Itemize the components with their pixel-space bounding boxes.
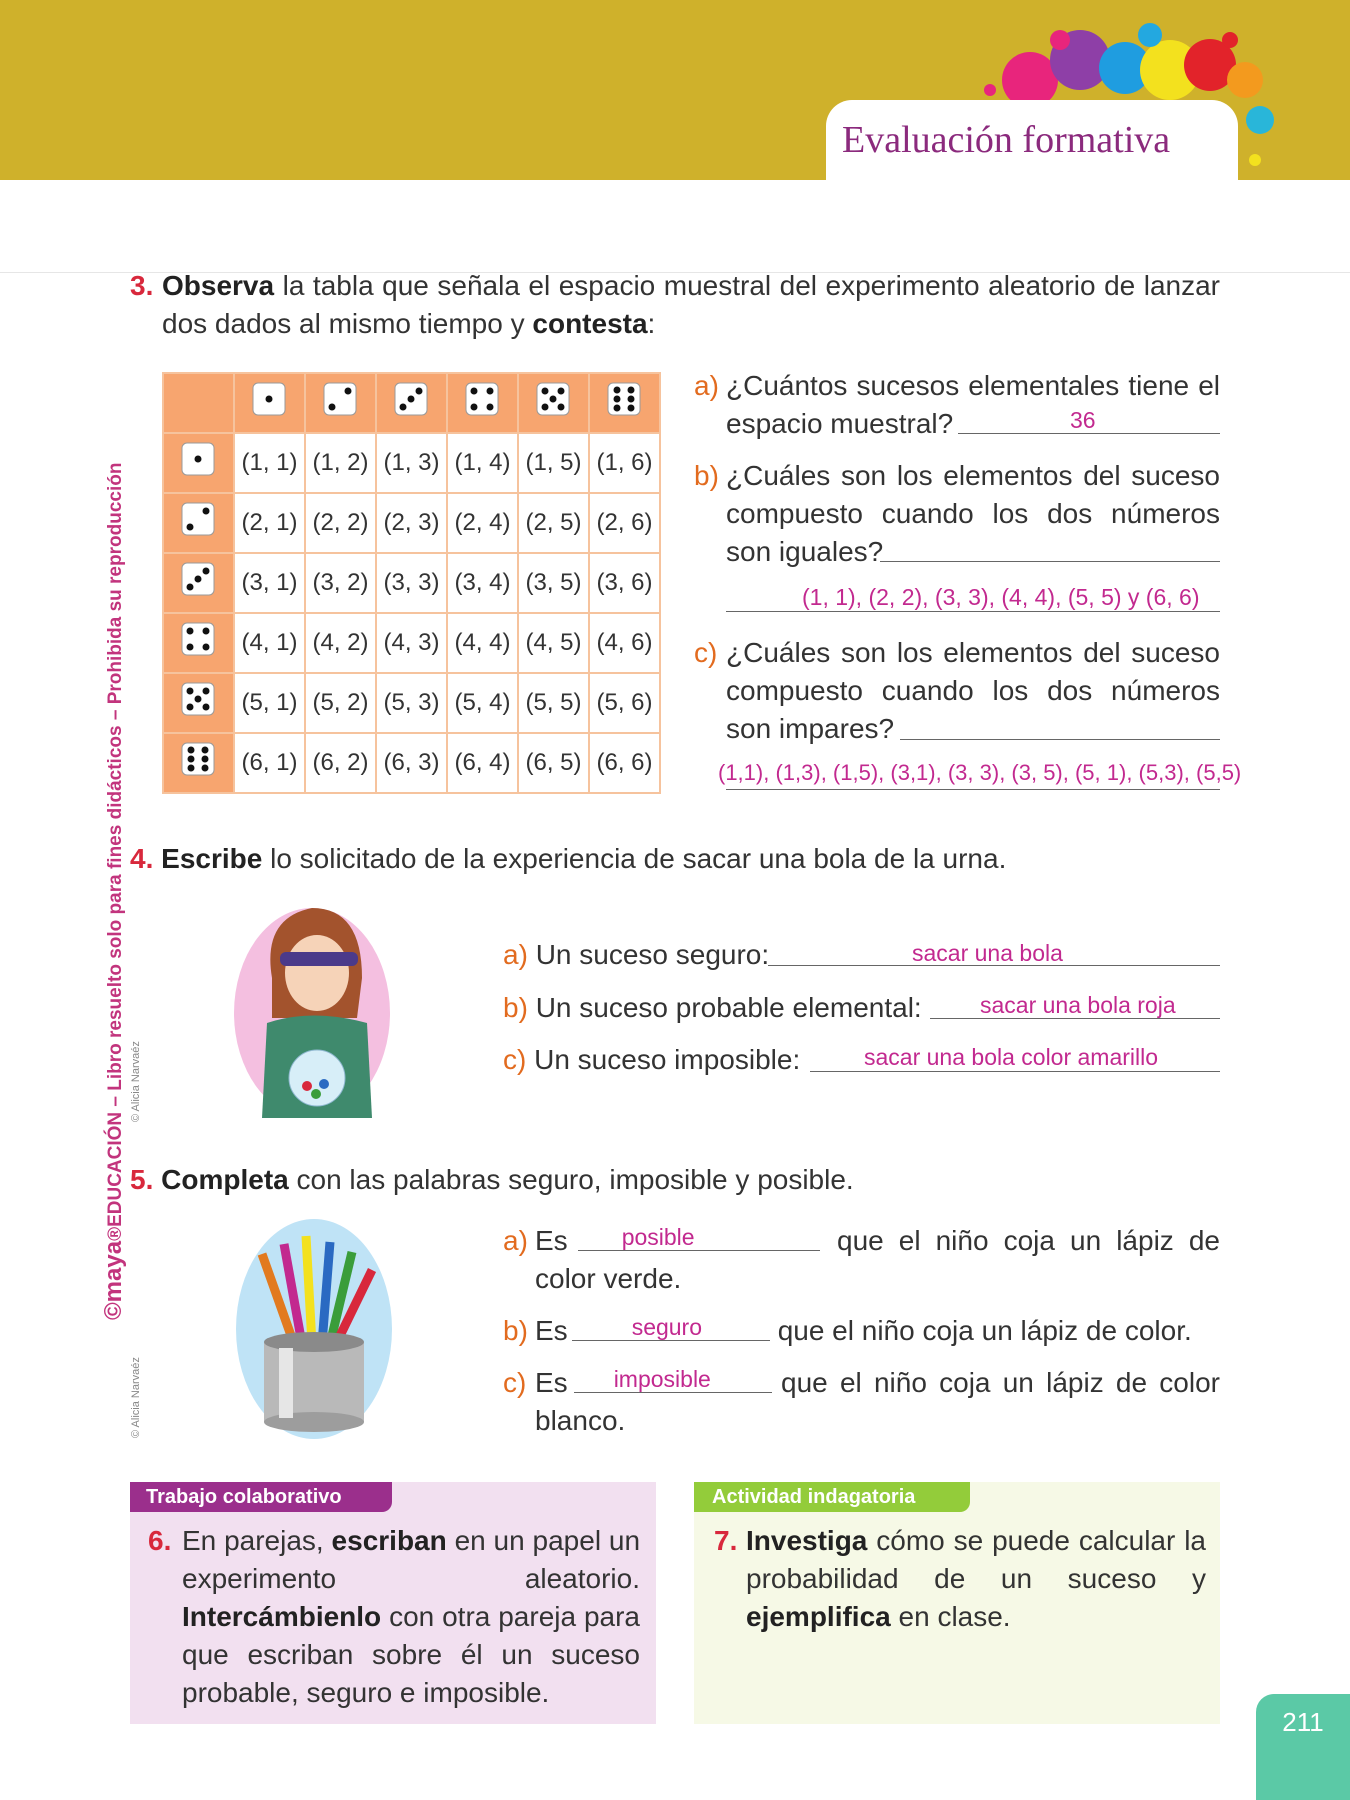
answer-3b: (1, 1), (2, 2), (3, 3), (4, 4), (5, 5) y (6, 6) bbox=[802, 584, 1200, 610]
illustration-credit: © Alicia Narvaéz bbox=[130, 1041, 142, 1122]
question-4-prompt bbox=[130, 840, 1220, 878]
die-face-1 bbox=[163, 433, 234, 493]
die-face-4 bbox=[163, 613, 234, 673]
pencil-cup-illustration bbox=[234, 1214, 400, 1444]
instruction-verb: Observa bbox=[162, 270, 275, 301]
answer-4b: sacar una bola roja bbox=[980, 992, 1176, 1018]
table-cell: (6, 1) bbox=[234, 733, 305, 793]
die-face-6 bbox=[589, 373, 660, 433]
die-face-4 bbox=[447, 373, 518, 433]
question-text: En parejas, bbox=[182, 1525, 324, 1556]
die-face-1 bbox=[234, 373, 305, 433]
table-cell: (5, 3) bbox=[376, 673, 447, 733]
answer-3c: (1,1), (1,3), (1,5), (3,1), (3, 3), (3, 5), (5, 1), (5,3), (5,5) bbox=[718, 760, 1242, 785]
die-face-5 bbox=[163, 673, 234, 733]
table-cell: (5, 5) bbox=[518, 673, 589, 733]
item-letter: c) bbox=[503, 1367, 527, 1398]
table-cell: (4, 4) bbox=[447, 613, 518, 673]
table-cell: (3, 6) bbox=[589, 553, 660, 613]
instruction-text: la tabla que señala el espacio muestral del experimento aleatorio de lanzar dos dados al mismo tiempo y bbox=[162, 270, 1220, 339]
question-number: 7. bbox=[714, 1525, 738, 1556]
die-face-3 bbox=[376, 373, 447, 433]
table-cell: (6, 5) bbox=[518, 733, 589, 793]
table-cell: (1, 5) bbox=[518, 433, 589, 493]
question-3a bbox=[694, 367, 1220, 443]
blindfolded-girl-illustration bbox=[232, 888, 402, 1124]
table-cell: (3, 5) bbox=[518, 553, 589, 613]
answer-4c: sacar una bola color amarillo bbox=[864, 1044, 1159, 1070]
question-text: Un suceso seguro: bbox=[535, 939, 770, 970]
instruction-verb: ejemplifica bbox=[746, 1601, 891, 1632]
item-letter: b) bbox=[503, 992, 528, 1023]
answer-4a: sacar una bola bbox=[912, 940, 1063, 966]
table-cell: (4, 2) bbox=[305, 613, 376, 673]
table-cell: (1, 2) bbox=[305, 433, 376, 493]
copyright-side-text bbox=[100, 463, 128, 1320]
question-text: en clase. bbox=[898, 1601, 1011, 1632]
table-cell: (6, 4) bbox=[447, 733, 518, 793]
instruction-verb: Investiga bbox=[746, 1525, 868, 1556]
item-letter: c) bbox=[694, 637, 718, 668]
answer-5c: imposible bbox=[613, 1366, 711, 1392]
question-number: 4. bbox=[130, 843, 154, 874]
sample-space-table bbox=[162, 372, 661, 794]
item-letter: c) bbox=[503, 1044, 527, 1075]
table-cell: (4, 5) bbox=[518, 613, 589, 673]
question-3b bbox=[694, 457, 1220, 571]
question-text: Es bbox=[535, 1367, 568, 1398]
table-cell: (6, 3) bbox=[376, 733, 447, 793]
item-letter: a) bbox=[503, 1225, 528, 1256]
question-text: Es bbox=[535, 1315, 568, 1346]
table-cell: (4, 6) bbox=[589, 613, 660, 673]
table-cell: (1, 4) bbox=[447, 433, 518, 493]
table-cell: (4, 1) bbox=[234, 613, 305, 673]
answer-5a: posible bbox=[621, 1224, 695, 1250]
question-text: en un papel un experimento aleatorio. bbox=[182, 1525, 641, 1594]
copyright-text: ®EDUCACIÓN – Libro resuelto solo para fines didácticos – Prohibida su reproducción bbox=[105, 462, 126, 1241]
table-cell: (3, 3) bbox=[376, 553, 447, 613]
answer-5b: seguro bbox=[631, 1314, 703, 1340]
item-letter: b) bbox=[694, 460, 719, 491]
item-letter: b) bbox=[503, 1315, 528, 1346]
table-cell: (2, 5) bbox=[518, 493, 589, 553]
answer-line bbox=[880, 561, 1220, 562]
fill-in-blank bbox=[572, 1312, 770, 1350]
question-3c bbox=[694, 634, 1220, 748]
table-cell: (2, 3) bbox=[376, 493, 447, 553]
collaborative-work-tag: Trabajo colaborativo bbox=[130, 1482, 392, 1512]
table-cell: (4, 3) bbox=[376, 613, 447, 673]
question-5b bbox=[503, 1312, 1220, 1350]
item-letter: a) bbox=[503, 939, 528, 970]
question-7 bbox=[714, 1522, 1206, 1636]
question-number: 3. bbox=[130, 270, 154, 301]
table-cell: (2, 1) bbox=[234, 493, 305, 553]
question-6 bbox=[148, 1522, 640, 1712]
question-text: Un suceso probable elemental: bbox=[535, 992, 922, 1023]
illustration-credit: © Alicia Narvaéz bbox=[130, 1357, 142, 1438]
die-face-2 bbox=[163, 493, 234, 553]
question-text: Es bbox=[535, 1225, 568, 1256]
answer-line bbox=[900, 739, 1220, 740]
page-title: Evaluación formativa bbox=[842, 119, 1171, 161]
item-letter: a) bbox=[694, 370, 719, 401]
table-cell: (1, 1) bbox=[234, 433, 305, 493]
table-cell: (2, 2) bbox=[305, 493, 376, 553]
question-number: 5. bbox=[130, 1164, 154, 1195]
table-cell: (6, 6) bbox=[589, 733, 660, 793]
instruction-text: : bbox=[647, 308, 656, 339]
brand-logo-text: ©maya bbox=[100, 1240, 127, 1320]
die-face-2 bbox=[305, 373, 376, 433]
table-cell: (3, 4) bbox=[447, 553, 518, 613]
table-corner bbox=[163, 373, 234, 433]
die-face-3 bbox=[163, 553, 234, 613]
answer-line bbox=[726, 611, 1220, 612]
table-cell: (2, 6) bbox=[589, 493, 660, 553]
table-cell: (5, 4) bbox=[447, 673, 518, 733]
die-face-6 bbox=[163, 733, 234, 793]
table-cell: (6, 2) bbox=[305, 733, 376, 793]
table-cell: (5, 2) bbox=[305, 673, 376, 733]
question-4a bbox=[503, 936, 1220, 974]
instruction-verb: escriban bbox=[331, 1525, 447, 1556]
table-cell: (3, 1) bbox=[234, 553, 305, 613]
question-text: que el niño coja un lápiz de color. bbox=[777, 1315, 1192, 1346]
instruction-verb: Completa bbox=[161, 1164, 289, 1195]
question-5-prompt bbox=[130, 1161, 1220, 1199]
question-text: ¿Cuántos sucesos elementales tiene el espacio muestral? bbox=[726, 370, 1220, 439]
table-cell: (5, 1) bbox=[234, 673, 305, 733]
instruction-text: con las palabras seguro, imposible y posible. bbox=[296, 1164, 854, 1195]
answer-3a: 36 bbox=[1070, 407, 1096, 433]
table-cell: (3, 2) bbox=[305, 553, 376, 613]
table-cell: (2, 4) bbox=[447, 493, 518, 553]
instruction-verb: Intercámbienlo bbox=[182, 1601, 382, 1632]
question-5a-text: que el niño coja un lápiz de color verde. bbox=[535, 1225, 1220, 1294]
table-cell: (5, 6) bbox=[589, 673, 660, 733]
question-number: 6. bbox=[148, 1525, 172, 1556]
question-text: con otra pareja para que escriban sobre él un suceso probable, seguro e imposible. bbox=[182, 1601, 640, 1708]
instruction-verb: contesta bbox=[532, 308, 648, 339]
table-cell: (1, 3) bbox=[376, 433, 447, 493]
answer-line bbox=[810, 1071, 1220, 1072]
question-text: ¿Cuáles son los elementos del suceso compuesto cuando los dos números son impares? bbox=[726, 637, 1220, 744]
die-face-5 bbox=[518, 373, 589, 433]
instruction-text: lo solicitado de la experiencia de sacar una bola de la urna. bbox=[270, 843, 1007, 874]
question-text: ¿Cuáles son los elementos del suceso compuesto cuando los dos números son iguales? bbox=[726, 460, 1220, 567]
question-5c-text: que el niño coja un lápiz de color blanco. bbox=[535, 1367, 1220, 1436]
question-text: cómo se puede calcular la probabilidad de un suceso y bbox=[746, 1525, 1207, 1594]
research-activity-tag: Actividad indagatoria bbox=[694, 1482, 970, 1512]
question-3-prompt bbox=[130, 267, 1220, 343]
answer-line bbox=[726, 789, 1220, 790]
page-number: 211 bbox=[1256, 1694, 1350, 1800]
table-cell: (1, 6) bbox=[589, 433, 660, 493]
question-text: Un suceso imposible: bbox=[534, 1044, 801, 1075]
instruction-verb: Escribe bbox=[161, 843, 263, 874]
